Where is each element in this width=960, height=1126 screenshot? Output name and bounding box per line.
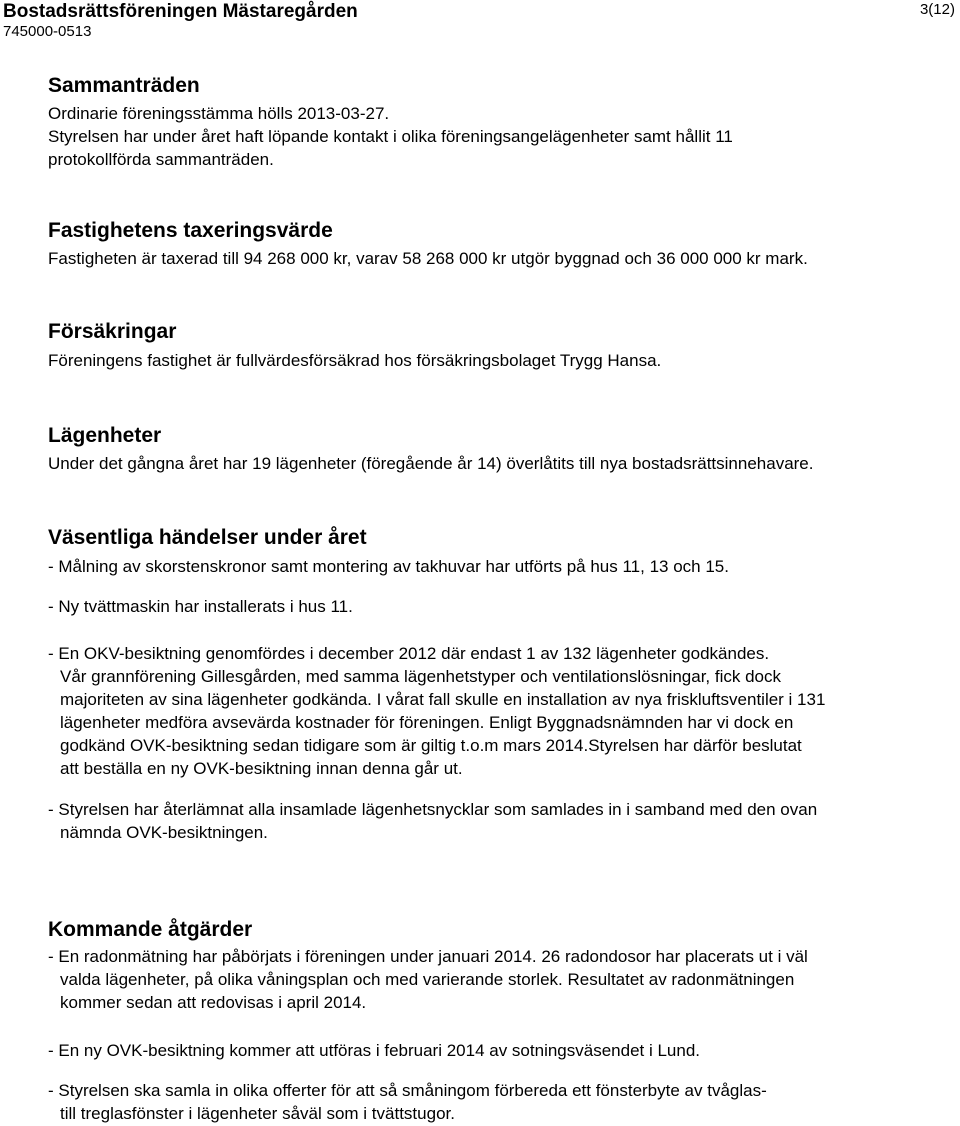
upcoming-item-ovk: - En ny OVK-besiktning kommer att utföras i februari 2014 av sotningsväsendet i Lund. <box>48 1041 701 1060</box>
events-item-okv-line: att beställa en ny OVK-besiktning innan denna går ut. <box>60 759 463 778</box>
tax-value-text: Fastigheten är taxerad till 94 268 000 kr, varav 58 268 000 kr utgör byggnad och 36 000 000 kr mark. <box>48 249 808 268</box>
heading-meetings: Sammanträden <box>48 74 200 97</box>
organization-name: Bostadsrättsföreningen Mästaregården <box>3 1 358 22</box>
page-number: 3(12) <box>919 1 955 18</box>
heading-events: Väsentliga händelser under året <box>48 526 367 549</box>
upcoming-item-windows-line: - Styrelsen ska samla in olika offerter för att så småningom förbereda ett fönsterbyte av tvåglas- <box>48 1081 767 1100</box>
events-item-washing-machine: - Ny tvättmaskin har installerats i hus 11. <box>48 597 353 616</box>
events-item-keys-line: nämnda OVK-besiktningen. <box>60 823 268 842</box>
meetings-text-line: Styrelsen har under året haft löpande kontakt i olika föreningsangelägenheter samt hållit 11 <box>48 127 733 146</box>
events-item-painting: - Målning av skorstenskronor samt montering av takhuvar har utförts på hus 11, 13 och 15. <box>48 557 729 576</box>
events-item-okv-line: Vår grannförening Gillesgården, med samma lägenhetstyper och ventilationslösningar, fick dock <box>60 667 782 686</box>
events-item-okv-line: godkänd OVK-besiktning sedan tidigare som är giltig t.o.m mars 2014.Styrelsen har därför beslutat <box>60 736 802 755</box>
upcoming-item-radon-line: kommer sedan att redovisas i april 2014. <box>60 993 367 1012</box>
heading-insurance: Försäkringar <box>48 320 177 343</box>
meetings-text-line: Ordinarie föreningsstämma hölls 2013-03-27. <box>48 104 390 123</box>
events-item-okv-line: - En OKV-besiktning genomfördes i december 2012 där endast 1 av 132 lägenheter godkändes. <box>48 644 770 663</box>
meetings-text-line: protokollförda sammanträden. <box>48 150 274 169</box>
upcoming-item-radon-line: - En radonmätning har påbörjats i föreningen under januari 2014. 26 radondosor har placerats ut i väl <box>48 947 808 966</box>
upcoming-item-windows-line: till treglasfönster i lägenheter såväl som i tvättstugor. <box>60 1104 455 1123</box>
heading-apartments: Lägenheter <box>48 424 162 447</box>
events-item-okv-line: majoriteten av sina lägenheter godkända. I vårat fall skulle en installation av nya friskluftsventiler i 131 <box>60 690 826 709</box>
events-item-keys-line: - Styrelsen har återlämnat alla insamlade lägenhetsnycklar som samlades in i samband med den ovan <box>48 800 818 819</box>
apartments-text: Under det gångna året har 19 lägenheter (föregående år 14) överlåtits till nya bostadsrättsinnehavare. <box>48 454 814 473</box>
upcoming-item-radon-line: valda lägenheter, på olika våningsplan och med varierande storlek. Resultatet av radonmätningen <box>60 970 795 989</box>
heading-upcoming: Kommande åtgärder <box>48 918 253 941</box>
events-item-okv-line: lägenheter medföra avsevärda kostnader för föreningen. Enligt Byggnadsnämnden har vi dock en <box>60 713 794 732</box>
heading-tax-value: Fastighetens taxeringsvärde <box>48 219 333 242</box>
insurance-text: Föreningens fastighet är fullvärdesförsäkrad hos försäkringsbolaget Trygg Hansa. <box>48 351 662 370</box>
organization-number: 745000-0513 <box>3 23 92 40</box>
